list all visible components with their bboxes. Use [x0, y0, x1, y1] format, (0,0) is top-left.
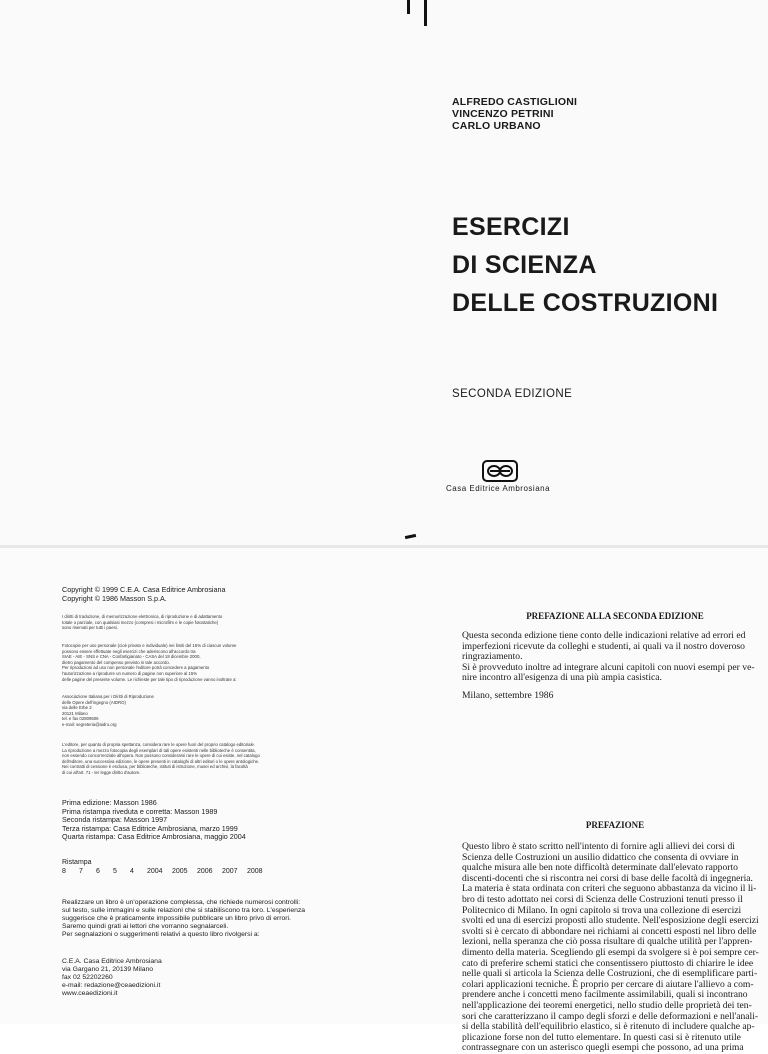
contact-line: e-mail: redazione@ceaedizioni.it: [62, 981, 161, 989]
edition-label: SECONDA EDIZIONE: [452, 388, 573, 400]
author-list: [452, 96, 577, 132]
edition-history: [62, 799, 246, 842]
preface-line: prendere anche i concetti meno facilmente assimilabili, quali si incontrano: [462, 989, 748, 1001]
preface-line: Questo libro è stato scritto nell'intento di fornire agli allievi dei corsi di: [462, 841, 735, 852]
copyright-block: [62, 586, 226, 603]
legal-line: di cui all'art. 71 - ter legge diritto d'autore.: [62, 769, 141, 775]
ristampa-year: 2006: [197, 868, 213, 875]
contact-line: C.E.A. Casa Editrice Ambrosiana: [62, 958, 162, 965]
scan-mark: [424, 0, 427, 26]
preface-line: qualche misura alle ben note difficoltà determinate dall'elevato rapporto: [462, 862, 738, 874]
notice-line: sul testo, sulle immagini e sulle relazioni che si stabiliscono tra loro. L'esperienza: [62, 906, 306, 914]
book-title: [452, 208, 718, 322]
title-line: DELLE COSTRUZIONI: [452, 289, 719, 317]
aidro-address: [62, 694, 362, 728]
preface-line: ringraziamento.: [462, 651, 523, 663]
copyright-line: Copyright © 1986 Masson S.p.A.: [62, 593, 167, 603]
edition-line: Prima edizione: Masson 1986: [62, 798, 157, 807]
scan-mark: [407, 0, 410, 14]
preface-line: svolti ed una di esercizi proposti allo studente. Nell'esposizione degli esercizi: [462, 915, 759, 927]
legal-line: tel. e fax 02809506: [62, 716, 99, 722]
legal-line: possono essere effettuate negli esercizi che aderiscono all'accordo tra: [62, 648, 196, 654]
ristampa-number: 6: [96, 868, 100, 875]
author-name: ALFREDO CASTIGLIONI: [452, 96, 578, 108]
edition-line: Seconda ristampa: Masson 1997: [62, 815, 168, 825]
legal-line: L'editore, per quanto di propria spettanza, considera rare le opere fuori del proprio catalogo editoriale.: [62, 742, 256, 747]
preface-line: lezioni, nella speranza che ciò possa risultare di qualche utilità per l'appren-: [462, 936, 753, 948]
ristampa-number: 4: [130, 868, 134, 875]
legal-line: Per riproduzioni ad uso non personale l'editore potrà concedere a pagamento: [62, 665, 210, 671]
preface-line: si della stabilità dell'equilibrio elastico, si è ritenuto di includere qualche ap-: [462, 1021, 755, 1033]
preface-line: nire incontro all'esigenza di una più ampia casistica.: [462, 672, 662, 684]
preface-line: cato di preferire schemi statici che consentissero piuttosto di chiarire le idee: [462, 957, 754, 969]
edition-line: Terza ristampa: Casa Editrice Ambrosiana, marzo 1999: [62, 823, 238, 833]
notice-line: Per segnalazioni o suggerimenti relativi a questo libro rivolgersi a:: [62, 930, 260, 938]
preface-second-edition-heading: PREFAZIONE ALLA SECONDA EDIZIONE: [526, 611, 704, 621]
preface-line: Si è provveduto inoltre ad integrare alcuni capitoli con nuovi esempi per ve-: [462, 661, 755, 673]
scan-mark: [405, 534, 416, 539]
preface-line: Scienza delle Costruzioni un ausilio didattico che consenta di ovviare in: [462, 851, 739, 863]
contact-line: www.ceaedizioni.it: [62, 989, 118, 997]
preface-line: plicazione forse non del tutto elementare. In questi casi si è ritenuto utile: [462, 1031, 741, 1043]
ristampa-year: 2005: [172, 868, 188, 875]
legal-line: totale o parziale, con qualsiasi mezzo (compresi i microfilm e le copie fotostatiche): [62, 619, 219, 625]
legal-line: l'autorizzazione a riprodurre un numero di pagine non superiore al 15%: [62, 670, 198, 676]
ristampa-year: 2004: [147, 868, 163, 875]
preface-line: La materia è stata ordinata con criteri che seguono abbastanza da vicino il li-: [462, 883, 757, 895]
author-name: CARLO URBANO: [452, 120, 541, 132]
legal-line: dell'editore, una successiva edizione, le opere presenti in cataloghi di altri editori o le opere antologiche.: [62, 758, 260, 764]
edition-line: Quarta ristampa: Casa Editrice Ambrosiana, maggio 2004: [62, 832, 246, 842]
legal-line: Associazione Italiana per i Diritti di Riproduzione: [62, 694, 154, 699]
preface-line: colari applicazioni tecniche. È proprio per cercare di aiutare l'allievo a com-: [462, 978, 754, 990]
preface-line: imperfezioni ricevute da colleghi e studenti, ai quali va il nostro doveroso: [462, 640, 745, 652]
preface-line: nelle quali si articola la Scienza delle Costruzioni, che di esemplificare parti-: [462, 968, 758, 980]
cea-logo-icon: [482, 460, 518, 482]
preface-heading: PREFAZIONE: [585, 820, 645, 830]
legal-line: Nei contratti di cessione è esclusa, per biblioteche, istituti di istruzione, musei ed archivi, la facoltà: [62, 764, 248, 770]
legal-line: La riproduzione a mezzo fotocopia degli esemplari di tali opere esistenti nelle biblioteche è consentita,: [62, 747, 256, 753]
title-line: DI SCIENZA: [452, 251, 597, 279]
ristampa-row: [62, 868, 272, 875]
title-line: ESERCIZI: [452, 213, 570, 241]
notice-line: Saremo quindi grati ai lettori che vorranno segnalarceli.: [62, 922, 229, 930]
legal-line: Fotocopie per uso personale (cioè privato e individuale) nei limiti del 15% di ciascun volume: [62, 643, 237, 648]
legal-line: delle Opere dell'ingegno (AIDRO): [62, 699, 126, 705]
legal-line: via delle Erbe 2: [62, 705, 92, 711]
preface-line: bro di testo adottato nei corsi di Scienza delle Costruzioni tenuti presso il: [462, 893, 743, 905]
legal-line: e-mail: segreteria@aidro.org: [62, 721, 117, 727]
legal-line: sono riservati per tutti i paesi.: [62, 625, 118, 631]
legal-line: delle pagine del presente volume. Le richieste per tale tipo di riproduzione vanno inoltrate a:: [62, 676, 237, 682]
photocopy-notice: [62, 643, 362, 682]
preface-line: dimento della materia. Scegliendo gli esempi da svolgere si è poi sempre cer-: [462, 946, 759, 958]
contact-line: fax 02 52202260: [62, 973, 113, 981]
preface-body: [462, 842, 759, 1054]
publisher-contact: [62, 958, 162, 998]
preface-line: Politecnico di Milano. In ogni capitolo si trova una collezione di esercizi: [462, 904, 742, 916]
ristampa-label: Ristampa: [62, 859, 92, 866]
preface-line: contrassegnare con un asterisco quegli esempi che possono, ad una prima: [462, 1042, 744, 1054]
preface-line: Questa seconda edizione tiene conto delle indicazioni relative ad errori ed: [462, 630, 746, 641]
errata-notice: [62, 899, 305, 939]
preface-line: svolti si è cercato di abbondare nei richiami ai concetti esposti nel libro delle: [462, 925, 757, 937]
publisher-name: Casa Editrice Ambrosiana: [446, 484, 551, 493]
ristampa-number: 8: [62, 868, 66, 875]
preface-signature: Milano, settembre 1986: [462, 690, 554, 701]
ristampa-number: 7: [79, 868, 83, 875]
publisher-block: [446, 460, 576, 493]
contact-line: via Gargano 21, 20139 Milano: [62, 965, 154, 973]
legal-line: non essendo concorrenziale all'opera. Non possono considerarsi rare le opere di cui esiste, nel catalogo: [62, 753, 260, 759]
ristampa-year: 2008: [247, 868, 263, 875]
ristampa-number: 5: [113, 868, 117, 875]
notice-line: Realizzare un libro è un'operazione complessa, che richiede numerosi controlli:: [62, 899, 301, 906]
legal-line: dietro pagamento del compenso previsto in tale accordo.: [62, 659, 170, 665]
preface-second-edition-body: [462, 631, 755, 684]
preface-line: discenti-docenti che si riscontra nei corsi di base delle facoltà di ingegneria.: [462, 872, 753, 884]
notice-line: suggerisce che è praticamente impossibile pubblicare un libro privo di errori.: [62, 914, 291, 922]
legal-line: I diritti di traduzione, di memorizzazione elettronica, di riproduzione e di adattamento: [62, 614, 223, 619]
ristampa-year: 2007: [222, 868, 238, 875]
legal-line: 20121 Milano: [62, 710, 88, 716]
rights-notice: [62, 614, 362, 631]
preface-line: nell'applicazione dei teoremi energetici, nello studio delle proprietà dei ten-: [462, 999, 752, 1011]
copyright-line: Copyright © 1999 C.E.A. Casa Editrice Ambrosiana: [62, 585, 226, 594]
legal-line: SIAE - AIE - SNS e CNA - Confartigianato - CASA del 18 dicembre 2000,: [62, 654, 201, 660]
publisher-notice: [62, 742, 362, 776]
preface-line: sori che caratterizzano il campo degli sforzi e delle deformazioni e nell'anali-: [462, 1010, 759, 1022]
author-name: VINCENZO PETRINI: [452, 108, 554, 120]
edition-line: Prima ristampa riveduta e corretta: Masson 1989: [62, 806, 218, 816]
